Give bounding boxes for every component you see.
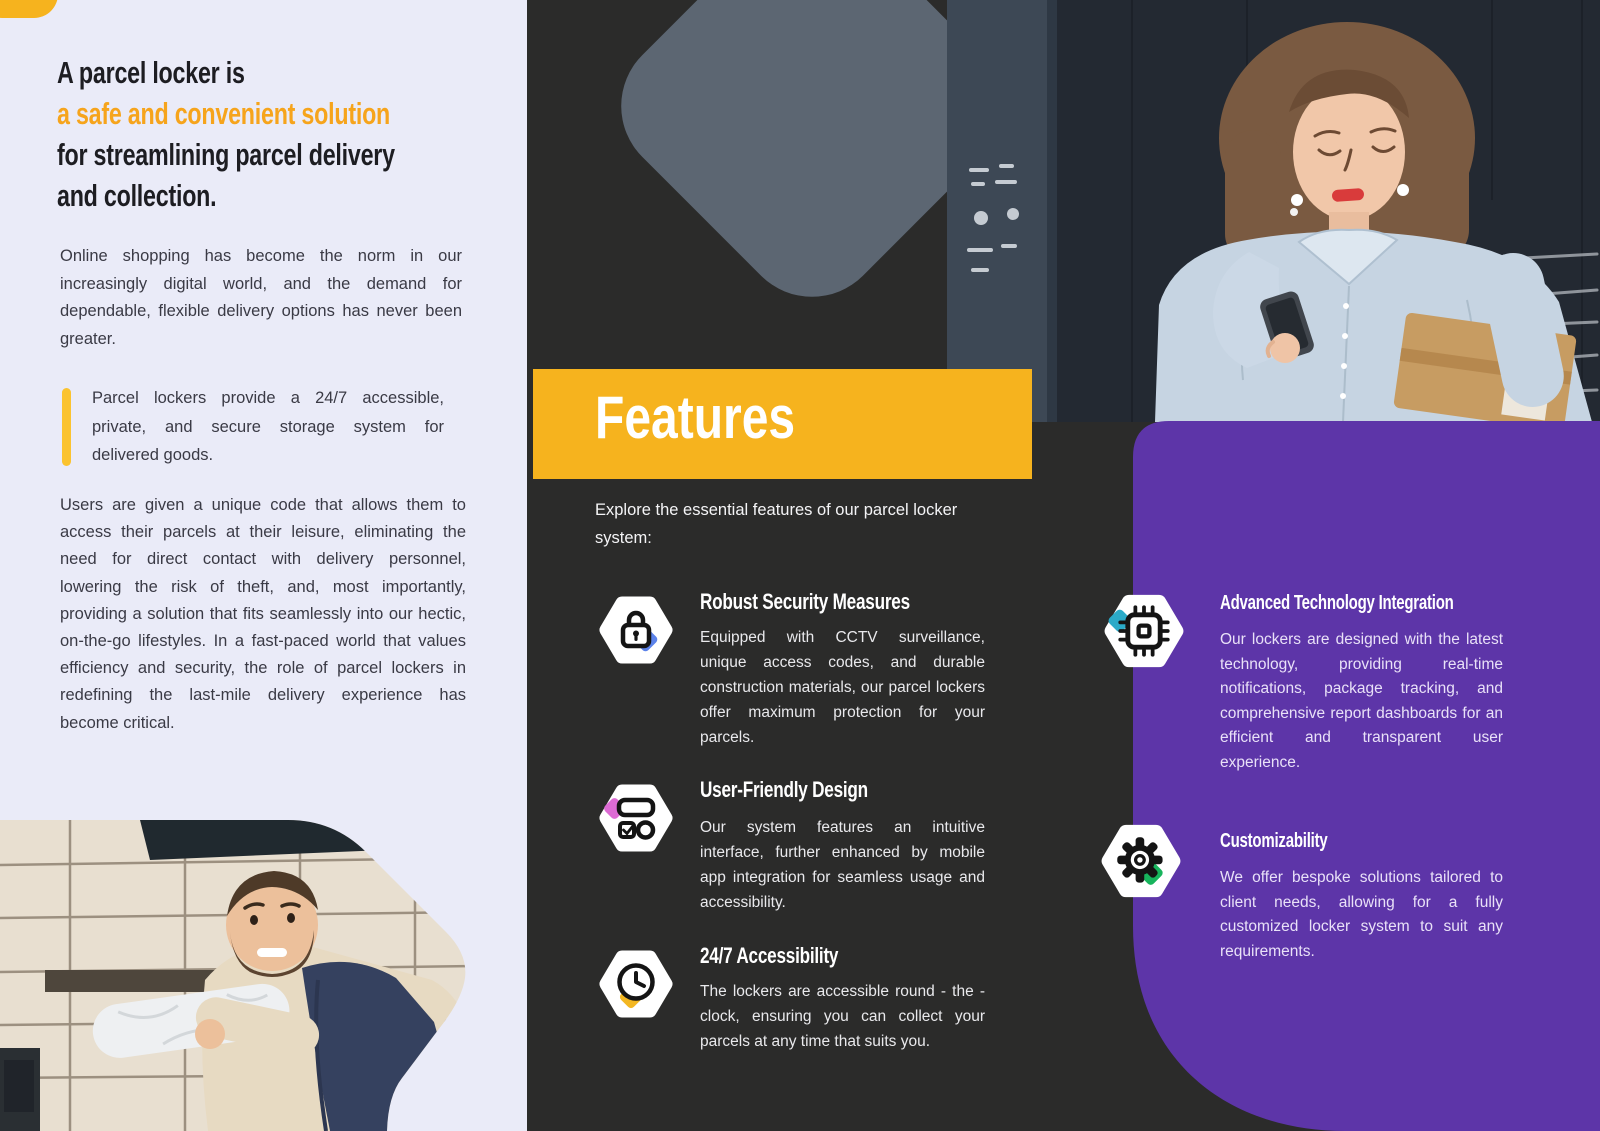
headline-line-4: and collection. <box>57 178 217 213</box>
intro-paragraph: Online shopping has become the norm in our increasingly digital world, and the demand for dependable, flexible delivery options has never been greater. <box>60 247 462 348</box>
callout-quote: Parcel lockers provide a 24/7 accessible, private, and secure storage system for delivered goods. <box>92 389 444 464</box>
lock-icon <box>598 592 674 668</box>
gear-icon <box>1100 820 1182 902</box>
purple-panel <box>1133 421 1600 1131</box>
features-title: Features <box>595 384 796 451</box>
feature-body: Equipped with CCTV surveillance, unique access codes, and durable construction materials, our parcel lockers offer maximum protection for your parcels. <box>700 629 985 746</box>
feature-body: Our lockers are designed with the latest technology, providing real-time notifications, package tracking, and comprehensive report dashboards for an efficient and transparent user experience. <box>1220 631 1503 771</box>
headline-line-1: A parcel locker is <box>57 55 245 90</box>
chip-icon <box>1103 590 1185 672</box>
feature-body: Our system features an intuitive interface, further enhanced by mobile app integration for seamless usage and accessibility. <box>700 819 985 911</box>
headline-line-3: for streamlining parcel delivery <box>57 137 395 172</box>
headline-line-2: a safe and convenient solution <box>57 96 391 131</box>
feature-title: User-Friendly Design <box>700 777 868 802</box>
detail-paragraph: Users are given a unique code that allows them to access their parcels at their leisure, eliminating the need for direct contact with delivery personnel, lowering the risk of theft, and, most importantly, providing a solution that fits seamlessly into our hectic, on-the-go lifestyles. In a fast-paced world that values efficiency and security, the role of parcel lockers in redefining the last-mile delivery experience has become critical. <box>60 496 466 732</box>
feature-title: Advanced Technology Integration <box>1220 592 1454 614</box>
callout-accent-bar <box>62 388 71 466</box>
feature-title: 24/7 Accessibility <box>700 943 839 968</box>
feature-title: Robust Security Measures <box>700 589 910 614</box>
feature-title: Customizability <box>1220 830 1328 852</box>
features-intro: Explore the essential features of our parcel locker system: <box>595 501 958 547</box>
page-title <box>57 52 617 216</box>
feature-body: The lockers are accessible round - the - clock, ensuring you can collect your parcels at any time that suits you. <box>700 983 985 1050</box>
features-banner <box>533 369 1032 479</box>
woman-with-phone-photo <box>947 0 1600 422</box>
feature-body: We offer bespoke solutions tailored to client needs, allowing for a fully customized locker system to suit any requirements. <box>1220 869 1503 960</box>
clock-icon <box>598 946 674 1022</box>
checklist-icon <box>598 780 674 856</box>
man-at-locker-photo <box>0 820 478 1131</box>
corner-accent-shape <box>0 0 58 18</box>
